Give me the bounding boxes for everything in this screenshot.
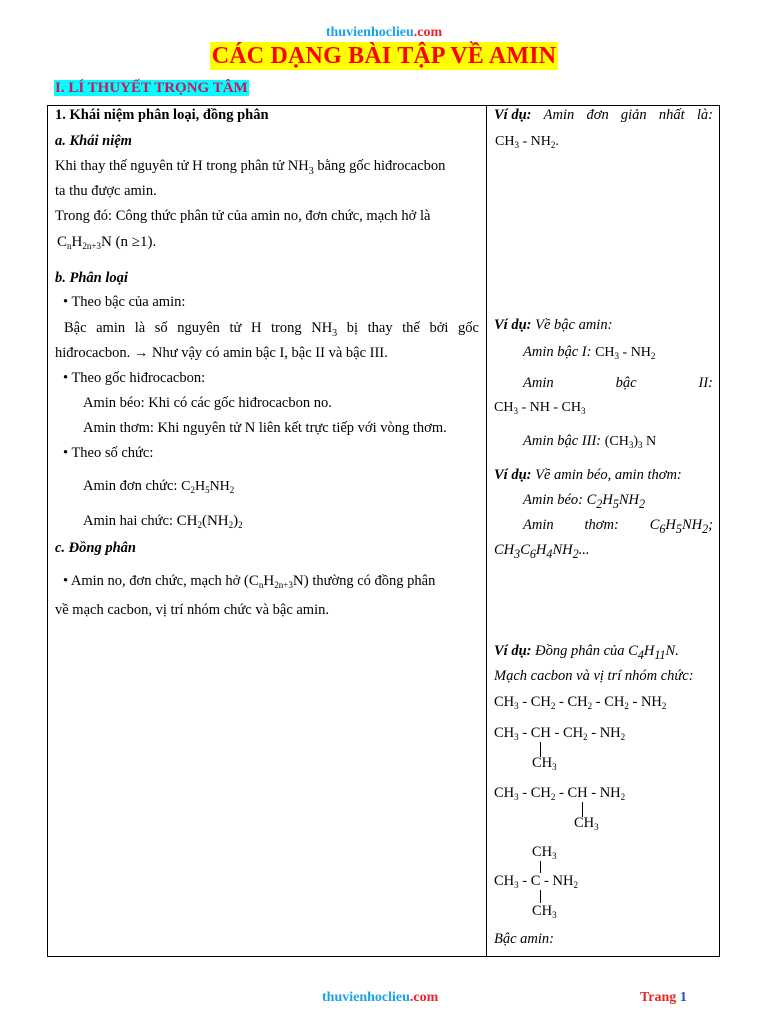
subheading-isomer: c. Đồng phân	[55, 540, 136, 556]
degree-2-label: Amin bậc II:	[523, 375, 713, 391]
bullet-by-function: • Theo số chức:	[63, 445, 154, 461]
aromatic-example: Amin thơm: $C_6H_5NH_2$;	[523, 517, 713, 536]
isomer-4-bond-top	[540, 861, 541, 873]
degree-2-formula: $CH_3$ - NH - $CH_3$	[494, 400, 586, 416]
isomer-4-top: $CH_3$	[532, 844, 557, 861]
di-formula: $CH_2(NH_2)_2$	[176, 513, 243, 530]
aromatic-example-2: $CH_3C_6H_4NH_2$...	[494, 542, 590, 561]
page-num: 1	[679, 990, 687, 1005]
concept-line-2: ta thu được amin.	[55, 183, 157, 199]
degree-1-row: Amin bậc I: $CH_3 - NH_2$	[523, 344, 656, 361]
mono-formula: $C_2H_5NH_2$	[181, 479, 235, 495]
page-title: CÁC DẠNG BÀI TẬP VỀ AMIN	[211, 43, 557, 69]
fatty-amine-def: Amin béo: Khi có các gốc hiđrocacbon no.	[83, 395, 332, 411]
site-tld: .com	[413, 25, 443, 40]
theory-table	[47, 105, 720, 957]
isomer-1: $CH_3 - CH_2 - CH_2 - CH_2 - NH_2$	[494, 694, 667, 711]
section-heading: I. LÍ THUYẾT TRỌNG TÂM	[55, 80, 248, 96]
example-fatty-aromatic: Ví dụ: Về amin béo, amin thơm:	[494, 467, 682, 483]
degree-3-row: Amin bậc III: $(CH_3)_3$ N	[523, 433, 657, 450]
fatty-example: Amin béo: $C_2H_5NH_2$	[523, 492, 646, 511]
subheading-concept: a. Khái niệm	[55, 133, 132, 149]
site-footer	[322, 990, 438, 1006]
aromatic-amine-def: Amin thơm: Khi nguyên tử N liên kết trực tiếp với vòng thơm.	[83, 420, 447, 436]
isomer-3: $CH_3 - CH_2$ - CH - $NH_2$	[494, 785, 626, 802]
simplest-formula: $CH_3 - NH_2$.	[495, 134, 559, 150]
isomer-3-branch: $CH_3$	[574, 815, 599, 832]
footer-site-tld: .com	[409, 990, 439, 1005]
bullet-by-radical: • Theo gốc hiđrocacbon:	[63, 370, 206, 386]
isomer-4: $CH_3$ - C - $NH_2$	[494, 873, 578, 890]
degree-text-2: hiđrocacbon. → Như vậy có amin bậc I, bậc II và bậc III.	[55, 345, 388, 361]
bullet-by-degree: • Theo bậc của amin:	[63, 294, 186, 310]
isomer-line-1: • Amin no, đơn chức, mạch hở $(C_nH_{2n+3}N)$ thường có đồng phân	[63, 573, 436, 590]
chain-position-text: Mạch cacbon và vị trí nhóm chức:	[494, 668, 694, 684]
mono-amine-row: Amin đơn chức: $C_2H_5NH_2$	[83, 478, 235, 495]
title-wrap	[0, 42, 768, 70]
formula-intro: Trong đó: Công thức phân tử của amin no, đơn chức, mạch hở là	[55, 208, 431, 224]
heading-concept-classification: 1. Khái niệm phân loại, đồng phân	[55, 107, 269, 123]
general-formula: $C_nH_{2n+3}N$ (n ≥1).	[57, 234, 157, 251]
example-degree: Ví dụ: Về bậc amin:	[494, 317, 613, 333]
isomer-4-bottom: $CH_3$	[532, 903, 557, 920]
isomer-2-branch: $CH_3$	[532, 755, 557, 772]
concept-line-1: Khi thay thế nguyên tử H trong phân tử $NH_3$ bằng gốc hiđrocacbon	[55, 158, 446, 177]
right-cell	[487, 106, 719, 956]
degree-text-1: Bậc amin là số nguyên tử H trong $NH_3$ bị thay thế bởi gốc	[64, 320, 479, 339]
di-amine-row: Amin hai chức: $CH_2(NH_2)_2$	[83, 513, 243, 530]
subheading-classification: b. Phân loại	[55, 270, 128, 286]
isomer-4-bond-bottom	[540, 890, 541, 903]
site-header	[0, 25, 768, 41]
isomer-2: $CH_3$ - CH - $CH_2 - NH_2$	[494, 725, 626, 742]
example-isomer: Ví dụ: Đồng phân của $C_4H_{11}N$.	[494, 643, 679, 662]
isomer-formula: $(C_nH_{2n+3}N)$	[243, 573, 309, 590]
page-label: Trang	[640, 990, 677, 1005]
left-cell	[48, 106, 486, 956]
isomer-line-2: về mạch cacbon, vị trí nhóm chức và bậc amin.	[55, 602, 329, 618]
right-column	[487, 106, 720, 957]
degree-amin-label: Bậc amin:	[494, 931, 554, 947]
site-name: thuvienhoclieu	[325, 25, 414, 40]
left-column	[48, 106, 487, 957]
footer-site-name: thuvienhoclieu	[322, 990, 410, 1005]
example-simplest: Ví dụ: Amin đơn giản nhất là:	[494, 107, 713, 123]
section-wrap	[54, 79, 249, 98]
page-number	[640, 990, 687, 1006]
